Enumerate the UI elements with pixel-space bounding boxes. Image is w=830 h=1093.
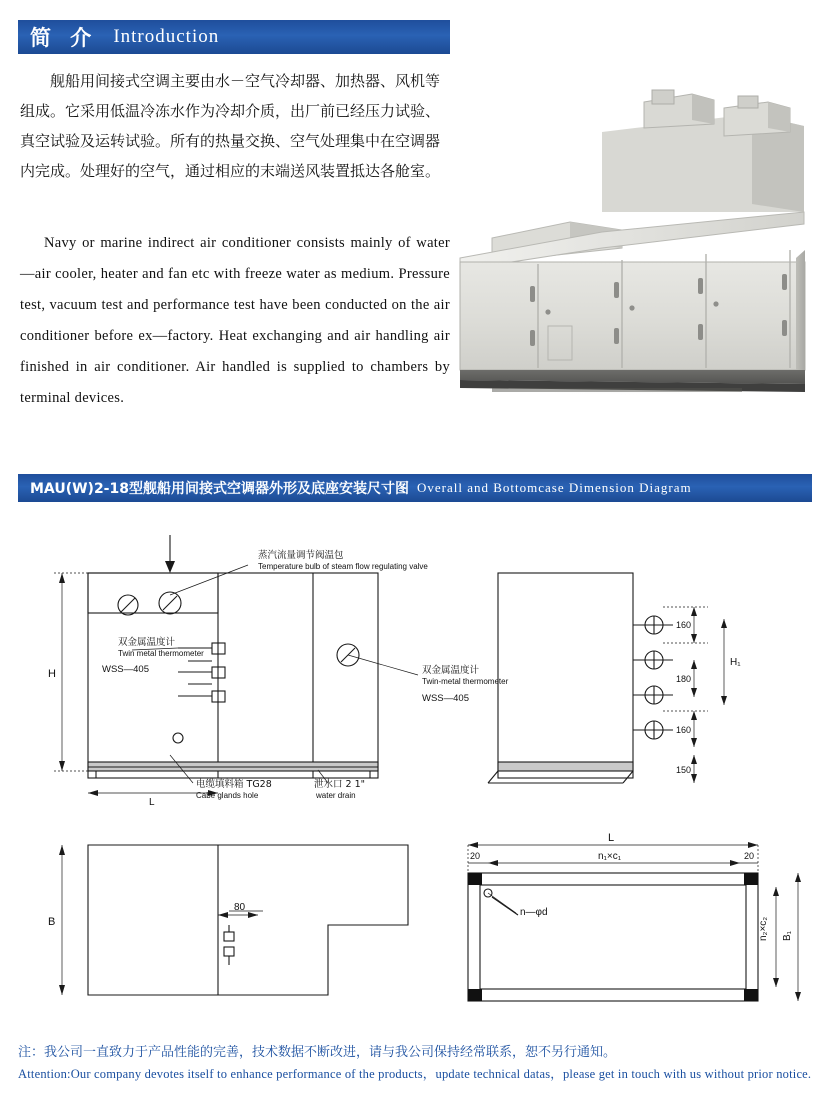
dim-20-left: 20 (470, 851, 481, 861)
label-temp-bulb-en: Temperature bulb of steam flow regulating valve (258, 562, 428, 571)
label-cable-cn: 电缆填料箱 TG28 (196, 779, 272, 790)
diagram-section-header (18, 474, 812, 502)
label-thermometer2-model: WSS—405 (422, 693, 469, 704)
dimension-drawing-svg (18, 515, 812, 1025)
dim-150: 150 (676, 765, 692, 775)
footer-note-cn: 注：我公司一直致力于产品性能的完善，技术数据不断改进，请与我公司保持经常联系，恕不另行通知。 (18, 1045, 617, 1060)
dim-H: H (48, 668, 56, 680)
dim-160-a: 160 (676, 620, 692, 630)
dim-n-phi-d: n—φd (520, 907, 548, 918)
intro-section-header (18, 20, 450, 54)
dim-160-b: 160 (676, 725, 692, 735)
label-thermometer1-en: Twin metal thermometer (118, 649, 204, 658)
label-thermometer2-en: Twin-metal thermometer (422, 677, 509, 686)
intro-title-cn: 简 介 (30, 26, 98, 50)
dim-L-small: L (149, 797, 155, 808)
dim-B: B (48, 916, 56, 928)
label-temp-bulb-cn: 蒸汽流量调节阀温包 (258, 550, 344, 561)
dim-B1: B₁ (782, 930, 793, 941)
label-drain-cn: 泄水口 2 1" (314, 779, 365, 790)
label-thermometer2-cn: 双金属温度计 (422, 665, 480, 676)
intro-paragraph-en-text: Navy or marine indirect air conditioner consists mainly of water—air cooler, heater and fan etc with freeze water as medium. Pressure test, vacuum test and performance test have been conducted on the air conditioner before ex—factory. Heat exchanging and air handling air finished in air conditioner. Air handled is supplied to chambers by terminal devices. (20, 235, 450, 406)
label-cable-en: Cabe glands hole (196, 791, 259, 800)
dimension-drawing (18, 515, 812, 1025)
dim-L: L (608, 832, 615, 844)
dim-n2c2: n₂×c₂ (758, 916, 769, 941)
product-photo-image (452, 62, 812, 407)
intro-paragraph-en (20, 228, 450, 414)
dim-H1: H₁ (730, 657, 741, 668)
label-thermometer1-cn: 双金属温度计 (118, 637, 176, 648)
diagram-title-en: Overall and Bottomcase Dimension Diagram (416, 480, 692, 495)
dim-n1c1: n₁×c₁ (598, 851, 622, 862)
diagram-title-cn: MAU(W)2-18型舰船用间接式空调器外形及底座安装尺寸图 (30, 481, 409, 497)
dim-180: 180 (676, 674, 692, 684)
intro-title-en: Introduction (113, 26, 220, 47)
label-drain-en: water drain (316, 791, 356, 800)
label-thermometer1-model: WSS—405 (102, 664, 149, 675)
footer-note-en: Attention:Our company devotes itself to enhance performance of the products，update technical datas，please get in touch with us without prior notice. (18, 1067, 812, 1081)
intro-paragraph-cn: 舰船用间接式空调主要由水－空气冷却器、加热器、风机等组成。它采用低温冷冻水作为冷却介质，出厂前已经压力试验、真空试验及运转试验。所有的热量交换、空气处理集中在空调器内完成。处理好的空气，通过相应的末端送风装置抵达各舱室。 (20, 72, 441, 180)
product-photo (452, 62, 812, 407)
dim-80: 80 (234, 902, 246, 913)
dim-20-right: 20 (744, 851, 755, 861)
